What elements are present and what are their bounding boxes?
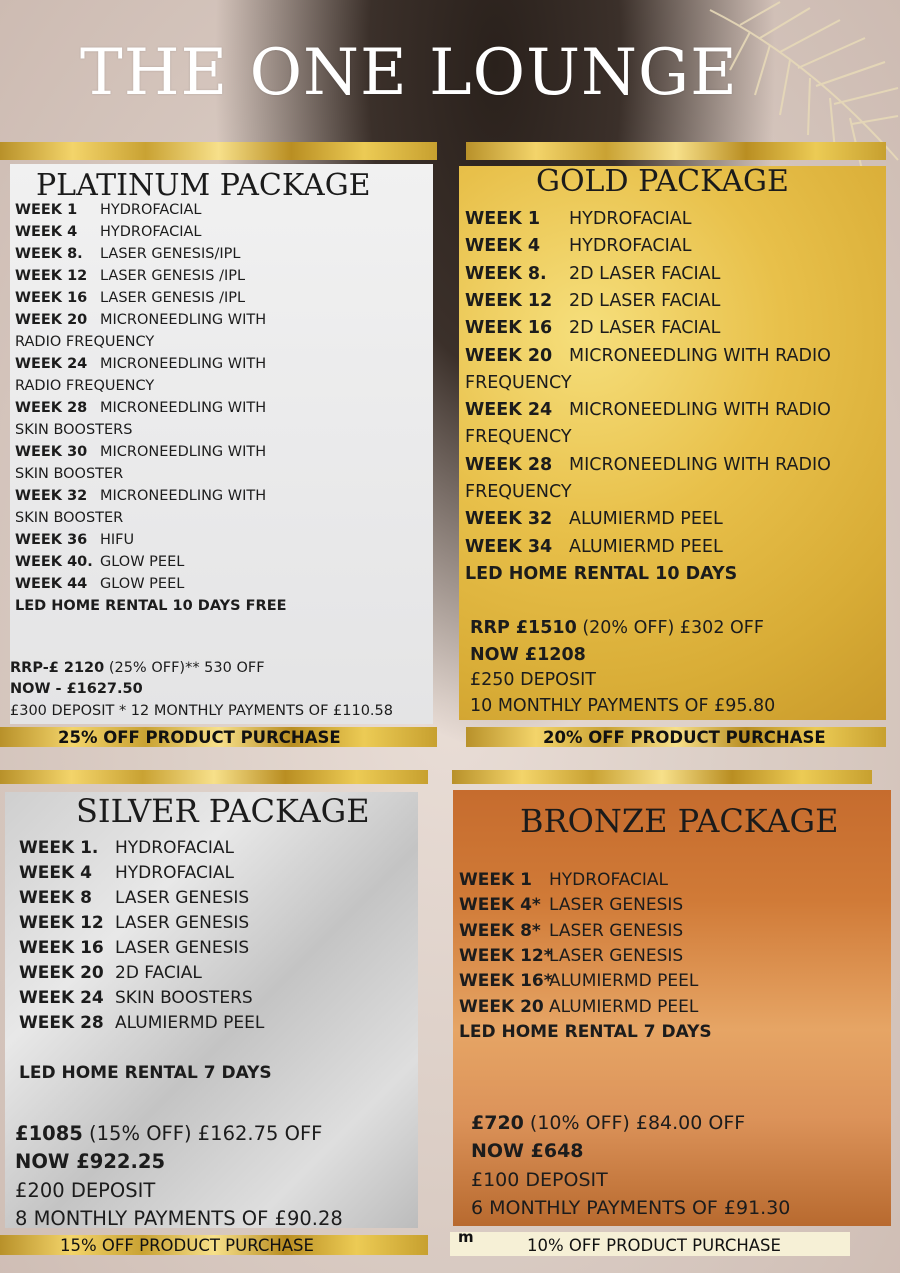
week-label: LED HOME RENTAL 7 DAYS (459, 1021, 712, 1042)
discount-text: (20% OFF) £302 OFF (576, 618, 764, 638)
package-title: BRONZE PACKAGE (520, 802, 839, 840)
stray-mark: m (458, 1228, 474, 1246)
treatment-label: HYDROFACIAL (115, 838, 234, 858)
treatment-label: MICRONEEDLING WITH (100, 488, 267, 504)
schedule-line (15, 356, 266, 372)
promo-text: 20% OFF PRODUCT PURCHASE (543, 728, 826, 747)
price-now: NOW £648 (471, 1140, 584, 1162)
schedule-line (459, 921, 683, 941)
week-label: WEEK 4 (465, 236, 541, 257)
week-label: WEEK 12 (15, 268, 88, 284)
week-label: WEEK 20 (19, 963, 104, 983)
package-title: PLATINUM PACKAGE (36, 168, 371, 203)
price-now: NOW - £1627.50 (10, 681, 143, 697)
treatment-label: 2D FACIAL (115, 963, 202, 983)
treatment-label: HYDROFACIAL (100, 202, 202, 218)
schedule-line (19, 838, 234, 858)
treatment-label: LASER GENESIS (115, 938, 250, 958)
treatment-label: MICRONEEDLING WITH RADIO (569, 454, 831, 475)
week-label: LED HOME RENTAL 10 DAYS FREE (15, 598, 287, 614)
schedule-line (15, 290, 245, 306)
schedule-line (459, 971, 698, 991)
treatment-label: HYDROFACIAL (569, 209, 692, 229)
schedule-line (465, 373, 572, 393)
schedule-line (15, 378, 154, 394)
treatment-label: 2D LASER FACIAL (569, 318, 721, 339)
week-label: WEEK 24 (15, 356, 88, 372)
week-label: WEEK 16* (459, 971, 553, 992)
week-label: WEEK 1 (459, 870, 532, 890)
rrp-label: £1085 (15, 1122, 83, 1145)
platinum-package-panel (10, 164, 433, 724)
deposit-text: £100 DEPOSIT (471, 1169, 608, 1191)
silver-package-panel (5, 792, 418, 1228)
week-label: WEEK 16 (19, 938, 104, 958)
gold-divider (452, 770, 872, 784)
schedule-line (15, 246, 240, 262)
schedule-line (15, 532, 134, 548)
treatment-label: FREQUENCY (465, 482, 572, 502)
week-label: WEEK 24 (19, 988, 104, 1008)
schedule-line (19, 938, 249, 958)
schedule-line (15, 488, 266, 504)
rrp-label: RRP £1510 (470, 618, 577, 638)
payments-text: 10 MONTHLY PAYMENTS OF £95.80 (470, 696, 776, 716)
treatment-label: ALUMIERMD PEEL (115, 1013, 265, 1033)
schedule-line (15, 268, 245, 284)
treatment-label: LASER GENESIS (115, 913, 250, 933)
bronze-package-panel (453, 790, 891, 1226)
package-title: GOLD PACKAGE (536, 164, 789, 199)
treatment-label: RADIO FREQUENCY (15, 378, 155, 394)
schedule-line (19, 863, 234, 883)
deposit-text: £300 DEPOSIT * 12 MONTHLY PAYMENTS OF £110.58 (10, 703, 393, 719)
week-label: WEEK 4* (459, 895, 541, 916)
rrp-label: £720 (471, 1112, 524, 1134)
week-label: WEEK 28 (465, 454, 553, 475)
treatment-label: LASER GENESIS /IPL (100, 290, 246, 306)
schedule-line (465, 482, 572, 502)
treatment-label: LASER GENESIS (115, 888, 250, 908)
schedule-line (465, 455, 831, 475)
schedule-line (19, 963, 202, 983)
treatment-label: RADIO FREQUENCY (15, 334, 155, 350)
treatment-label: LASER GENESIS /IPL (100, 268, 246, 284)
schedule-line (15, 510, 123, 526)
schedule-line (15, 576, 184, 592)
schedule-line (465, 346, 831, 366)
schedule-line (15, 444, 266, 460)
treatment-label: 2D LASER FACIAL (569, 263, 721, 284)
schedule-line (19, 888, 249, 908)
treatment-label: ALUMIERMD PEEL (549, 971, 699, 992)
schedule-line (19, 913, 249, 933)
treatment-label: MICRONEEDLING WITH (100, 356, 267, 372)
gold-package-panel (459, 166, 886, 720)
treatment-label: MICRONEEDLING WITH (100, 444, 267, 460)
week-label: WEEK 40. (15, 554, 93, 570)
schedule-line (459, 1022, 712, 1042)
week-label: WEEK 1 (15, 202, 78, 218)
week-label: WEEK 44 (15, 576, 88, 592)
treatment-label: HYDROFACIAL (115, 863, 234, 883)
treatment-label: ALUMIERMD PEEL (569, 536, 723, 557)
treatment-label: FREQUENCY (465, 372, 572, 393)
schedule-line (15, 422, 132, 438)
schedule-line (465, 564, 737, 584)
schedule-line (465, 537, 723, 557)
schedule-line (15, 400, 266, 416)
week-label: WEEK 4 (15, 224, 78, 240)
price-now: NOW £922.25 (15, 1150, 166, 1173)
treatment-label: HIFU (100, 532, 135, 548)
treatment-label: LASER GENESIS (549, 945, 684, 966)
schedule-line (19, 988, 253, 1008)
week-label: WEEK 8 (19, 888, 92, 908)
treatment-label: GLOW PEEL (100, 554, 185, 570)
gold-divider (466, 142, 886, 160)
week-label: WEEK 28 (15, 400, 88, 416)
page-title: THE ONE LOUNGE (80, 36, 738, 110)
week-label: WEEK 16 (465, 318, 553, 339)
led-rental: LED HOME RENTAL 7 DAYS (19, 1063, 272, 1083)
schedule-line (15, 466, 123, 482)
week-label: WEEK 20 (465, 345, 553, 366)
week-label: WEEK 4 (19, 863, 92, 883)
schedule-line (15, 312, 266, 328)
week-label: WEEK 12 (19, 913, 104, 933)
week-label: WEEK 8. (15, 246, 83, 262)
discount-text: (25% OFF)** 530 OFF (104, 660, 265, 676)
deposit-text: £200 DEPOSIT (15, 1179, 156, 1202)
treatment-label: MICRONEEDLING WITH (100, 400, 267, 416)
week-label: WEEK 12* (459, 945, 553, 966)
schedule-line (15, 334, 154, 350)
treatment-label: HYDROFACIAL (100, 224, 202, 240)
price-rrp (470, 618, 764, 638)
schedule-line (15, 598, 287, 614)
week-label: WEEK 20 (459, 996, 544, 1017)
package-title: SILVER PACKAGE (76, 792, 370, 830)
treatment-label: MICRONEEDLING WITH RADIO (569, 345, 831, 366)
promo-text: 15% OFF PRODUCT PURCHASE (60, 1236, 314, 1255)
schedule-line (459, 997, 698, 1017)
week-label: WEEK 32 (465, 509, 553, 530)
treatment-label: MICRONEEDLING WITH RADIO (569, 400, 831, 421)
treatment-label: 2D LASER FACIAL (569, 290, 721, 311)
week-label: WEEK 12 (465, 290, 553, 311)
treatment-label: FREQUENCY (465, 427, 572, 448)
gold-divider (0, 142, 437, 160)
schedule-line (465, 400, 831, 420)
week-label: LED HOME RENTAL 10 DAYS (465, 563, 738, 584)
schedule-line (15, 554, 184, 570)
week-label: WEEK 1 (465, 209, 541, 229)
treatment-label: LASER GENESIS (549, 920, 684, 941)
schedule-line (19, 1013, 264, 1033)
discount-text: (15% OFF) £162.75 OFF (82, 1122, 323, 1145)
treatment-label: GLOW PEEL (100, 576, 185, 592)
treatment-label: HYDROFACIAL (549, 870, 668, 890)
week-label: WEEK 1. (19, 838, 99, 858)
discount-text: (10% OFF) £84.00 OFF (523, 1112, 746, 1134)
week-label: WEEK 28 (19, 1013, 104, 1033)
treatment-label: ALUMIERMD PEEL (549, 996, 699, 1017)
treatment-label: MICRONEEDLING WITH (100, 312, 267, 328)
week-label: WEEK 34 (465, 536, 553, 557)
schedule-line (459, 870, 668, 890)
payments-text: 8 MONTHLY PAYMENTS OF £90.28 (15, 1207, 343, 1230)
treatment-label: SKIN BOOSTER (15, 466, 124, 482)
schedule-line (465, 427, 572, 447)
treatment-label: HYDROFACIAL (569, 236, 692, 257)
week-label: WEEK 24 (465, 400, 553, 421)
schedule-line (465, 509, 723, 529)
rrp-label: RRP-£ 2120 (10, 660, 105, 676)
payments-text: 6 MONTHLY PAYMENTS OF £91.30 (471, 1197, 791, 1219)
deposit-text: £250 DEPOSIT (470, 670, 596, 690)
schedule-line (465, 209, 691, 229)
price-now: NOW £1208 (470, 645, 586, 665)
week-label: WEEK 16 (15, 290, 88, 306)
week-label: WEEK 32 (15, 488, 88, 504)
week-label: WEEK 8. (465, 263, 547, 284)
schedule-line (465, 291, 720, 311)
week-label: WEEK 20 (15, 312, 88, 328)
week-label: WEEK 30 (15, 444, 88, 460)
gold-divider (0, 770, 428, 784)
promo-text: 10% OFF PRODUCT PURCHASE (527, 1236, 781, 1255)
treatment-label: LASER GENESIS/IPL (100, 246, 241, 262)
schedule-line (15, 202, 202, 218)
week-label: WEEK 8* (459, 920, 541, 941)
treatment-label: SKIN BOOSTERS (115, 988, 253, 1008)
schedule-line (465, 236, 691, 256)
price-rrp (15, 1122, 322, 1145)
schedule-line (465, 264, 720, 284)
schedule-line (15, 224, 202, 240)
schedule-line (465, 318, 720, 338)
schedule-line (459, 895, 683, 915)
schedule-line (459, 946, 683, 966)
week-label: WEEK 36 (15, 532, 88, 548)
price-rrp (471, 1112, 745, 1134)
promo-text: 25% OFF PRODUCT PURCHASE (58, 728, 341, 747)
treatment-label: SKIN BOOSTERS (15, 422, 133, 438)
treatment-label: ALUMIERMD PEEL (569, 509, 723, 530)
price-rrp (10, 660, 265, 676)
treatment-label: LASER GENESIS (549, 895, 684, 916)
treatment-label: SKIN BOOSTER (15, 510, 124, 526)
